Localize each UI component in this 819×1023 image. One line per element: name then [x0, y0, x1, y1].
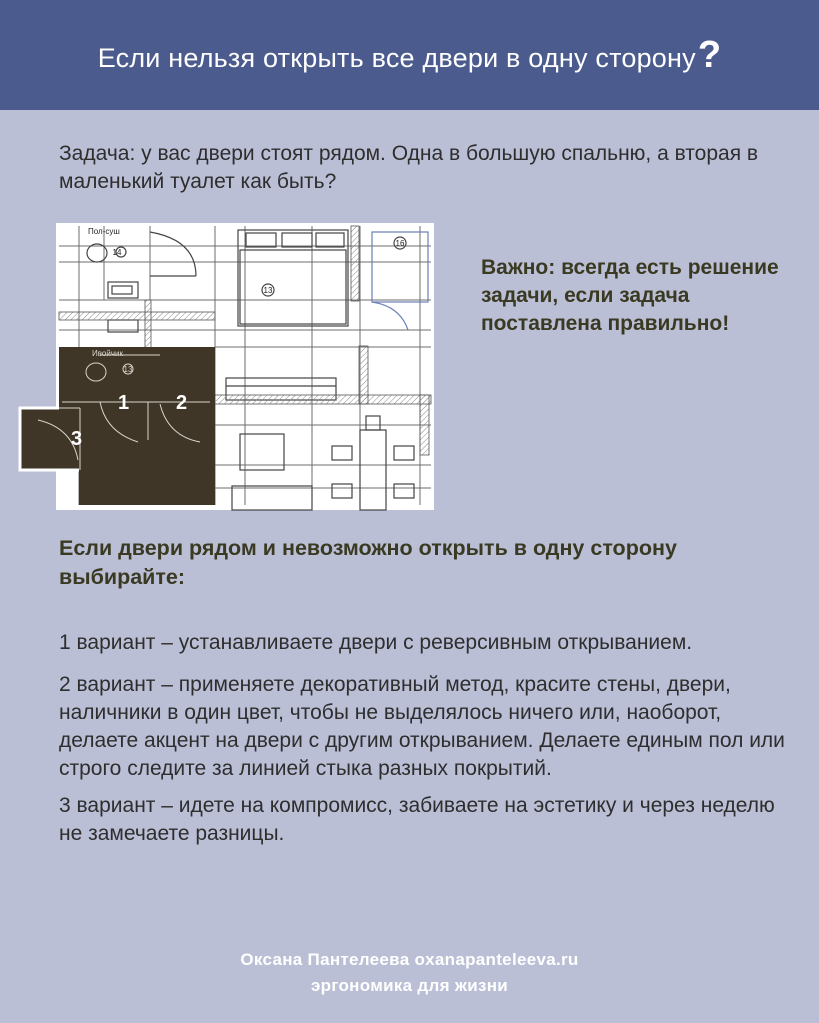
option-3: 3 вариант – идете на компромисс, забиваете на эстетику и через неделю не замечаете разницы.	[59, 794, 775, 845]
footer	[0, 947, 819, 999]
room-number-1: 14	[112, 248, 122, 257]
room-number-3: 16	[395, 239, 405, 248]
option-1: 1 вариант – устанавливаете двери с реверсивным открыванием.	[59, 631, 693, 654]
page-title-text: Если нельзя открыть все двери в одну сторону	[97, 42, 696, 73]
options-heading: Если двери рядом и невозможно открыть в одну сторону выбирайте:	[59, 536, 677, 589]
question-mark: ?	[697, 33, 722, 76]
door-marker-3: 3	[71, 428, 83, 450]
room-number-4: 13	[123, 365, 133, 374]
door-marker-1: 1	[118, 392, 130, 414]
plan-label-toilet-2: Ивойчик	[92, 349, 123, 358]
task-text: Задача: у вас двери стоят рядом. Одна в большую спальню, а вторая в маленький туалет как быть?	[59, 142, 759, 193]
option-2: 2 вариант – применяете декоративный метод, красите стены, двери, наличники в один цвет, чтобы не выделялось ничего или, наоборот, делаете акцент на двери с другим открыванием. Делаете единым пол или строго следите за линией стыка разных покрытий.	[59, 673, 785, 780]
floor-plan-drawing	[20, 226, 431, 510]
footer-author: Оксана Пантелеева oxanapanteleeva.ru	[240, 950, 579, 969]
highlight-zone	[20, 347, 215, 505]
plan-label-toilet: Пол-суш	[88, 227, 120, 236]
footer-tagline: эргономика для жизни	[310, 976, 509, 995]
door-marker-2: 2	[176, 392, 188, 414]
important-note: Важно: всегда есть решение задачи, если задача поставлена правильно!	[481, 256, 779, 335]
room-number-2: 13	[263, 286, 273, 295]
